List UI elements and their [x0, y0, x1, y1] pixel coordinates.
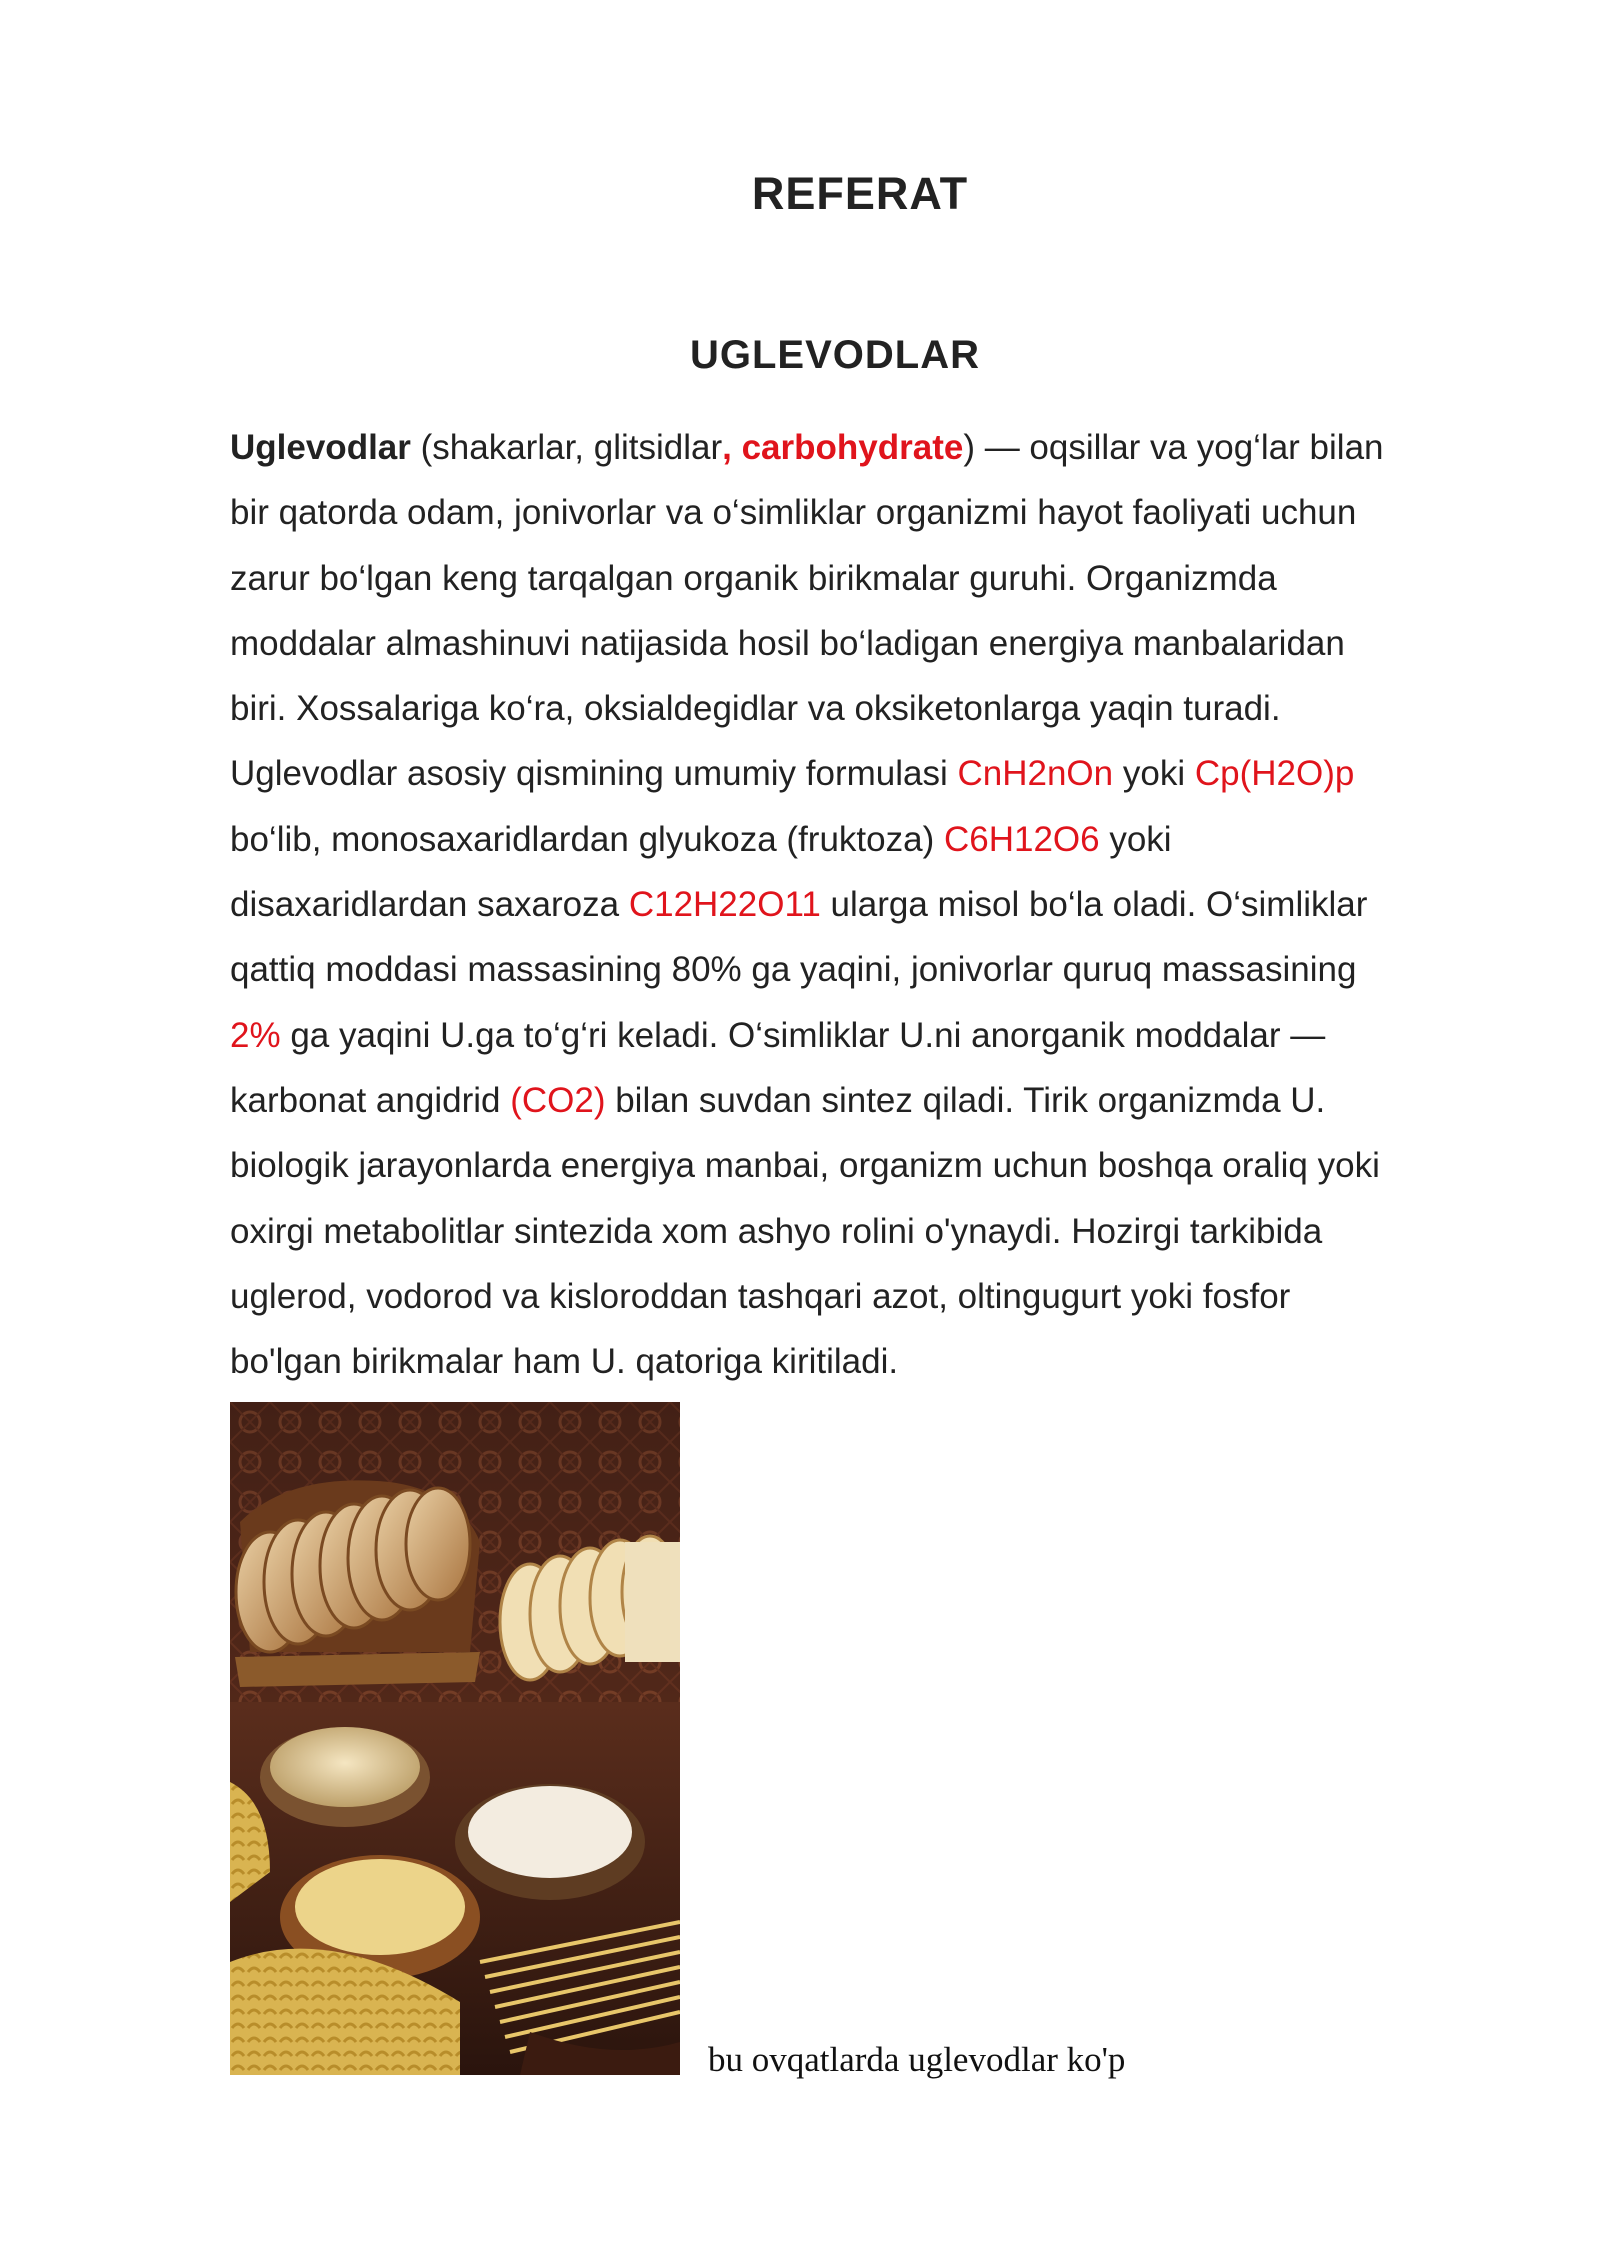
- formula-sucrose: C12H22O11: [628, 885, 821, 925]
- formula-general: CnH2nOn: [957, 754, 1114, 794]
- paragraph-line: [230, 415, 1490, 480]
- text-segment: bo‘lib, monosaxaridlardan glyukoza (fruktoza): [230, 819, 944, 859]
- paragraph-line: bo'lgan birikmalar ham U. qatoriga kiritiladi.: [230, 1342, 899, 1382]
- formula-glucose: C6H12O6: [943, 819, 1100, 859]
- paragraph-line: biologik jarayonlarda energiya manbai, organizm uchun boshqa oraliq yoki: [230, 1146, 1380, 1186]
- paragraph-line: oxirgi metabolitlar sintezida xom ashyo rolini o'ynaydi. Hozirgi tarkibida: [230, 1211, 1323, 1251]
- text-segment: ) — oqsillar va yog‘lar bilan: [963, 428, 1384, 467]
- paragraph-line: [230, 872, 1490, 937]
- highlight-term: , carbohydrate: [722, 428, 964, 467]
- paragraph-line: zarur bo‘lgan keng tarqalgan organik birikmalar guruhi. Organizmda: [230, 558, 1277, 598]
- figure-caption: bu ovqatlarda uglevodlar ko'p: [708, 2040, 1126, 2079]
- text-segment: yoki: [1099, 819, 1172, 859]
- document-title: REFERAT: [751, 168, 969, 219]
- formula-co2: (CO2): [510, 1080, 606, 1120]
- text-segment: ga yaqini U.ga to‘g‘ri keladi. O‘simliklar U.ni anorganik moddalar —: [280, 1015, 1326, 1055]
- paragraph-line: [230, 741, 1490, 806]
- text-segment: yoki: [1113, 754, 1195, 794]
- paragraph-line: uglerod, vodorod va kisloroddan tashqari azot, oltingugurt yoki fosfor: [230, 1276, 1291, 1316]
- text-segment: Uglevodlar asosiy qismining umumiy formulasi: [230, 754, 958, 794]
- paragraph-line: moddalar almashinuvi natijasida hosil bo‘ladigan energiya manbalaridan: [230, 623, 1345, 663]
- text-segment: ularga misol bo‘la oladi. O‘simliklar: [820, 885, 1368, 925]
- text-segment: disaxaridlardan saxaroza: [230, 885, 629, 925]
- paragraph-line: qattiq moddasi massasining 80% ga yaqini, jonivorlar quruq massasining: [230, 950, 1357, 990]
- text-segment: (shakarlar, glitsidlar: [410, 428, 723, 467]
- paragraph-line: [230, 1068, 1490, 1133]
- paragraph-line: biri. Xossalariga ko‘ra, oksialdegidlar va oksiketonlarga yaqin turadi.: [230, 689, 1281, 729]
- carbohydrate-foods-photo: [230, 1402, 680, 2075]
- paragraph-line: [230, 807, 1490, 872]
- section-heading: UGLEVODLAR: [690, 333, 980, 377]
- paragraph-line: [230, 1003, 1490, 1068]
- text-segment: bilan suvdan sintez qiladi. Tirik organizmda U.: [605, 1080, 1326, 1120]
- paragraph-line: bir qatorda odam, jonivorlar va o‘simliklar organizmi hayot faoliyati uchun: [230, 493, 1357, 533]
- term-bold: Uglevodlar: [230, 428, 411, 467]
- text-segment: karbonat angidrid: [230, 1080, 511, 1120]
- formula-alternative: Cp(H2O)p: [1194, 754, 1355, 794]
- body-paragraph: [230, 415, 1490, 1394]
- percent-highlight: 2%: [230, 1015, 281, 1055]
